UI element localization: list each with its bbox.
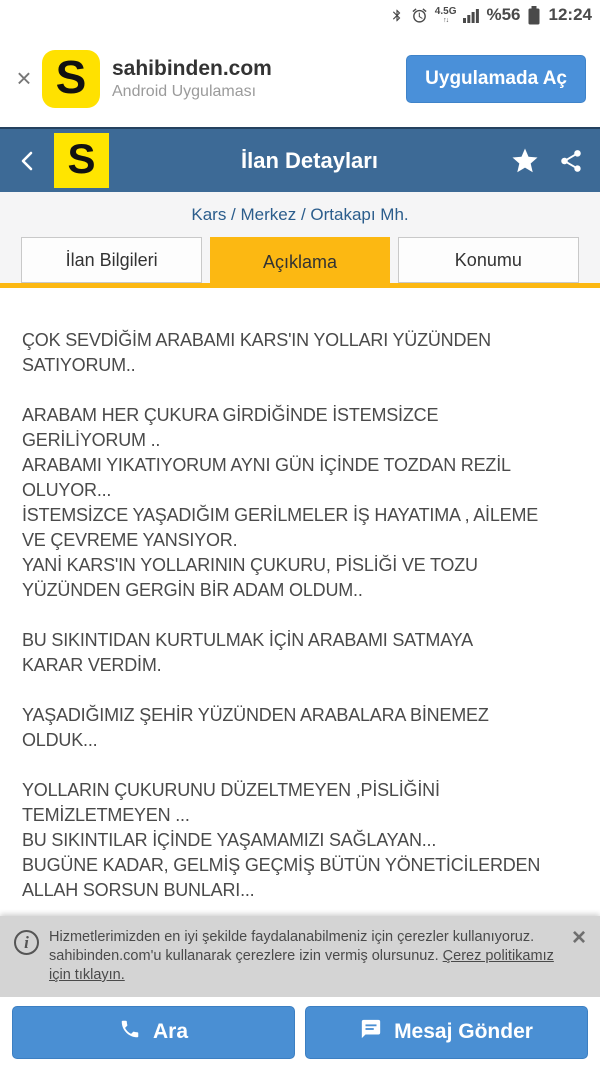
- header-actions: [510, 146, 584, 176]
- back-icon[interactable]: [16, 148, 50, 174]
- app-banner-title: sahibinden.com: [112, 56, 272, 80]
- action-bar: [0, 997, 600, 1067]
- open-in-app-button[interactable]: Uygulamada Aç: [406, 55, 586, 103]
- cookie-policy-link[interactable]: Çerez politikamız için tıklayın.: [49, 948, 554, 983]
- send-message-button[interactable]: [305, 1006, 588, 1059]
- app-banner: [0, 30, 600, 127]
- alarm-icon: [411, 7, 428, 24]
- description-paragraph: ARABAM HER ÇUKURA GİRDİĞİNDE İSTEMSİZCE GERİLİYORUM .. ARABAMI YIKATIYORUM AYNI GÜN İÇİNDE TOZDAN REZİL OLUYOR... İSTEMSİZCE YAŞADIĞIM GERİLMELER İŞ HAYATIMA , AİLEME VE ÇEVREME YANSIYOR. YANİ KARS'IN YOLLARININ ÇUKURU, PİSLİĞİ VE TOZU YÜZÜNDEN GERGİN BİR ADAM OLDUM..: [22, 405, 539, 600]
- cookie-message: Hizmetlerimizden en iyi şekilde faydalanabilmeniz için çerezler kullanıyoruz. sahibinden.com'u kullanarak çerezlere izin vermiş olursunuz.: [49, 929, 535, 964]
- page-title: İlan Detayları: [241, 147, 378, 173]
- breadcrumb[interactable]: Kars / Merkez / Ortakapı Mh.: [0, 192, 600, 237]
- description-text: [0, 288, 600, 916]
- description-paragraph: BU SIKINTIDAN KURTULMAK İÇİN ARABAMI SATMAYA KARAR VERDİM.: [22, 630, 473, 675]
- banner-close-icon[interactable]: ×: [16, 63, 32, 93]
- tab-aciklama[interactable]: Açıklama: [210, 237, 389, 288]
- description-paragraph: YAŞADIĞIMIZ ŞEHİR YÜZÜNDEN ARABALARA BİNEMEZ OLDUK...: [22, 705, 489, 750]
- description-paragraph: YOLLARIN ÇUKURUNU DÜZELTMEYEN ,PİSLİĞİNİ TEMİZLETMEYEN ... BU SIKINTILAR İÇİNDE YAŞAMAMIZI SAĞLAYAN... BUGÜNE KADAR, GELMİŞ GEÇMİŞ BÜTÜN YÖNETİCİLERDEN ALLAH SORSUN BUNLARI...: [22, 780, 541, 900]
- page-header: [0, 127, 600, 192]
- status-bar: [0, 0, 600, 30]
- call-button[interactable]: [12, 1006, 295, 1059]
- app-banner-subtitle: Android Uygulaması: [112, 82, 257, 100]
- battery-percentage: %56: [486, 5, 521, 24]
- cookie-close-icon[interactable]: ×: [571, 924, 586, 951]
- tab-konumu[interactable]: Konumu: [398, 237, 579, 283]
- cookie-notice-text: [49, 928, 562, 985]
- logo-letter: S: [55, 50, 87, 103]
- share-icon[interactable]: [558, 148, 584, 174]
- sahibinden-header-logo[interactable]: [54, 133, 109, 188]
- bluetooth-icon: [390, 7, 404, 24]
- logo-letter: S: [67, 135, 96, 182]
- tab-bar: [0, 237, 600, 288]
- app-banner-text: [112, 57, 406, 101]
- clock-time: 12:24: [548, 5, 592, 24]
- phone-icon: [119, 1018, 141, 1046]
- info-icon: i: [14, 930, 39, 955]
- tab-ilan-bilgileri[interactable]: İlan Bilgileri: [21, 237, 202, 283]
- signal-strength-icon: [463, 8, 479, 23]
- description-paragraph: ÇOK SEVDİĞİM ARABAMI KARS'IN YOLLARI YÜZÜNDEN SATIYORUM..: [22, 330, 491, 375]
- cookie-notice: [0, 916, 600, 997]
- chat-bubble-icon: [360, 1018, 382, 1046]
- network-type-indicator: 4.5G ↑↓: [434, 5, 457, 24]
- favorite-star-icon[interactable]: [510, 146, 540, 176]
- battery-icon: [528, 6, 540, 25]
- sahibinden-logo: [42, 50, 100, 108]
- call-button-label: Ara: [152, 1020, 189, 1043]
- message-button-label: Mesaj Gönder: [394, 1020, 533, 1043]
